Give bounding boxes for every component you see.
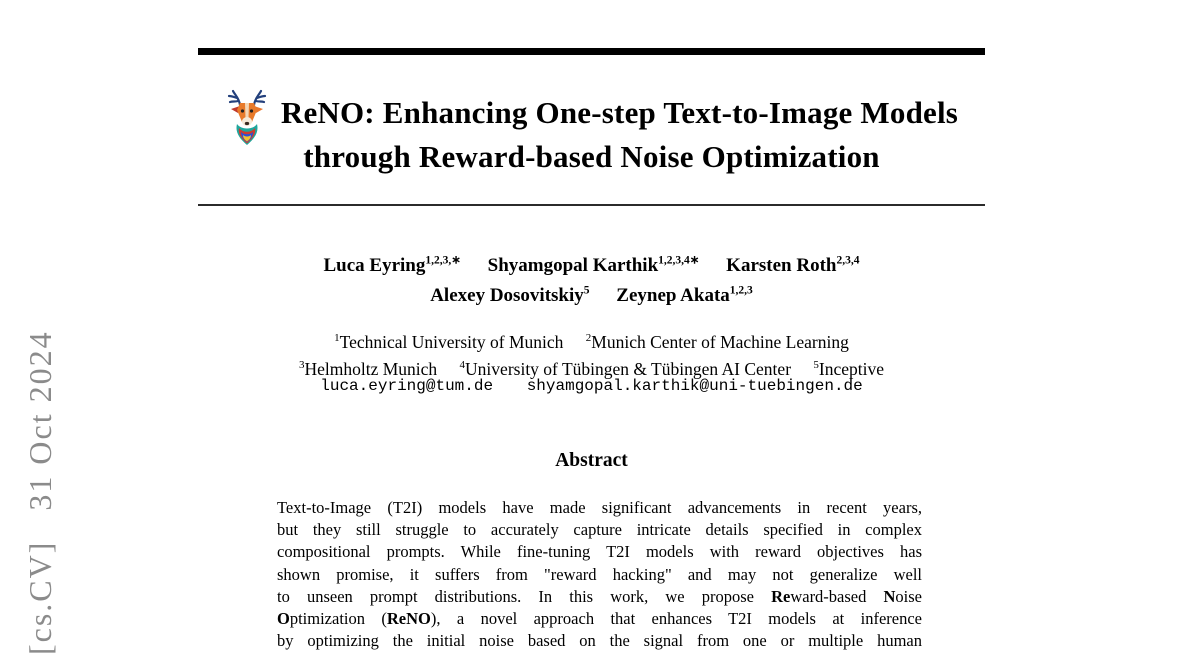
- abstract-line: shown promise, it suffers from "reward hacking" and may not generalize well: [277, 564, 922, 584]
- authors-row-1: [198, 249, 985, 278]
- affiliation-inceptive: $^5$Inceptive: [813, 358, 885, 379]
- paper-title: [198, 92, 985, 178]
- author-karsten-roth: Karsten Roth$^{2,3,4}$: [726, 255, 860, 277]
- abstract-line: by optimizing the initial noise based on the signal from one or multiple human: [277, 631, 922, 651]
- author-shyamgopal-karthik: Shyamgopal Karthik$^{1,2,3,4∗}$: [487, 255, 700, 277]
- author-block: [198, 249, 985, 308]
- deer-logo-icon: [225, 96, 273, 136]
- author-superscript: 1,2,3: [729, 284, 753, 297]
- author-superscript: 5: [583, 284, 590, 297]
- affiliation-tum: $^1$Technical University of Munich: [334, 331, 564, 352]
- email-line: [198, 376, 985, 396]
- top-rule: [198, 48, 985, 55]
- title-text-line1: ReNO: Enhancing One-step Text-to-Image Models: [280, 95, 959, 130]
- author-luca-eyring: Luca Eyring$^{1,2,3,∗}$: [323, 255, 461, 277]
- author-alexey-dosovitskiy: Alexey Dosovitskiy$^5$: [430, 284, 590, 306]
- author-superscript: 2,3,4: [836, 255, 860, 267]
- abstract-line: compositional prompts. While fine-tuning T2I models with reward objectives has: [277, 542, 922, 562]
- arxiv-watermark: [cs.CV] 31 Oct 2024: [22, 330, 58, 655]
- abstract-line: Optimization (ReNO), a novel approach that enhances T2I models at inference: [277, 609, 922, 629]
- email-shyamgopal: shyamgopal.karthik@uni-tuebingen.de: [526, 377, 863, 395]
- email-luca: luca.eyring@tum.de: [320, 377, 494, 395]
- paper-title-line1: [198, 92, 985, 136]
- abstract-heading: Abstract: [555, 450, 628, 471]
- authors-row-2: [198, 278, 985, 307]
- affiliation-mcml: $^2$Munich Center of Machine Learning: [585, 331, 849, 352]
- author-superscript: 1,2,3,∗: [425, 255, 461, 267]
- author-zeynep-akata: Zeynep Akata$^{1,2,3}$: [616, 284, 753, 306]
- paper-title-line2: through Reward-based Noise Optimization: [303, 138, 880, 174]
- abstract-text: [277, 497, 922, 652]
- author-superscript: 1,2,3,4∗: [658, 255, 700, 267]
- affiliations-line-1: [198, 327, 985, 354]
- abstract-line: to unseen prompt distributions. In this work, we propose Reward-based Noise: [277, 586, 923, 606]
- affiliation-block: [198, 327, 985, 381]
- abstract-line: but they still struggle to accurately capture intricate details specified in complex: [277, 520, 922, 540]
- affiliation-tuebingen: $^4$University of Tübingen & Tübingen AI Center: [459, 358, 792, 379]
- title-bottom-rule: [198, 204, 985, 206]
- abstract-line: Text-to-Image (T2I) models have made significant advancements in recent years,: [277, 498, 922, 517]
- affiliation-helmholtz: $^3$Helmholtz Munich: [298, 358, 438, 379]
